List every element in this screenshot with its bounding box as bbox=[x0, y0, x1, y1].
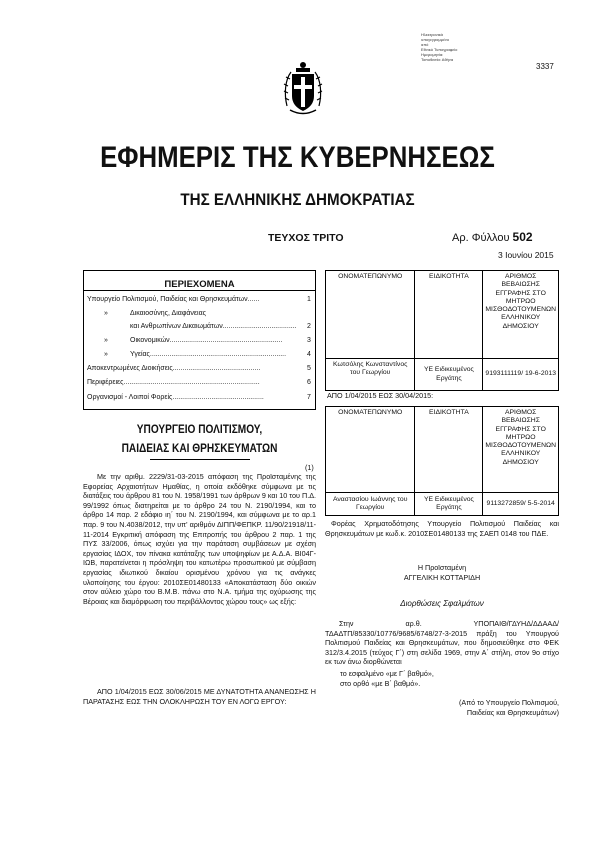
table-row bbox=[326, 359, 559, 391]
ministry-line: ΠΑΙΔΕΙΑΣ ΚΑΙ ΘΡΗΣΚΕΥΜΑΤΩΝ bbox=[121, 443, 278, 455]
toc-item-label: Οργανισμοί - Λοιποί Φορείς............................................... bbox=[87, 394, 264, 401]
table-cell: 9113272859/ 5-5-2014 bbox=[483, 493, 559, 516]
toc-page: 7 bbox=[307, 394, 311, 401]
source-line: (Από το Υπουργείο Πολιτισμού, bbox=[459, 698, 559, 707]
correction-body: Στην αρ.θ. ΥΠΟΠΑΙΘ/ΓΔΥΗΔ/ΔΔΑΑΔ/ΤΔΑΔΤΠ/85330/10776/9685/6748/27-3-2015 πράξη του Υπουργού Πολιτισμού Παιδείας και Θρησκευμάτων, που δημοσιεύθηκε στο ΦΕΚ 312/3.4.2015 (τεύχος Γ΄) στη σελίδα 1969, στην Α΄ στήλη, στον 9ο στίχο εκ των άνω διορθώνεται bbox=[325, 619, 559, 667]
greek-coat-of-arms-icon bbox=[282, 60, 324, 118]
stamp-line: Ημερομηνία: bbox=[421, 52, 444, 57]
stamp-line: Τοποθεσία: Αθήνα bbox=[421, 57, 454, 62]
table-cell: ΥΕ Ειδικευμένος Εργάτης bbox=[415, 493, 483, 516]
contents-list bbox=[84, 292, 315, 410]
toc-item bbox=[87, 295, 307, 304]
toc-item-label: Υπουργείο Πολιτισμού, Παιδείας και Θρησκευμάτων...... bbox=[87, 296, 260, 303]
signature-role: Η Προϊσταμένη bbox=[417, 563, 467, 572]
ministry-heading bbox=[97, 421, 302, 459]
divider bbox=[83, 290, 316, 291]
signature-name: ΑΓΓΕΛΙΚΗ ΚΟΤΤΑΡΙΔΗ bbox=[403, 573, 481, 582]
correction-wrong: το εσφαλμένο «με Γ΄ βαθμό», bbox=[340, 669, 434, 678]
funding-text: Φορέας Χρηματοδότησης Υπουργείο Πολιτισμού Παιδείας και Θρησκευμάτων με κωδ.κ. 2010ΣΕ01480133 της ΣΑΕΠ 0148 του ΠΔΕ. bbox=[325, 519, 559, 538]
stamp-line: Ηλεκτρονικά bbox=[421, 32, 443, 37]
toc-dash: » bbox=[104, 310, 108, 317]
gazette-title: ΕΦΗΜΕΡΙΣ ΤΗΣ ΚΥΒΕΡΝΗΣΕΩΣ bbox=[100, 141, 495, 174]
correction-heading: Διορθώσεις Σφαλμάτων bbox=[400, 599, 484, 608]
toc-page: 5 bbox=[307, 365, 311, 372]
stamp-line: από bbox=[421, 42, 429, 47]
sheet-label: Αρ. Φύλλου bbox=[452, 232, 510, 244]
toc-item-label: Δικαιοσύνης, Διαφάνειας bbox=[130, 310, 207, 317]
table-cell: ΥΕ Ειδικευμένος Εργάτης bbox=[415, 359, 483, 391]
table-header-row bbox=[326, 271, 559, 359]
gazette-subtitle: ΤΗΣ ΕΛΛΗΝΙΚΗΣ ΔΗΜΟΚΡΑΤΙΑΣ bbox=[180, 191, 415, 209]
table-header: ΟΝΟΜΑΤΕΠΩΝΥΜΟ bbox=[326, 271, 415, 359]
contents-heading: ΠΕΡΙΕΧΟΜΕΝΑ bbox=[164, 279, 235, 290]
toc-page: 6 bbox=[307, 379, 311, 386]
source-line: Παιδείας και Θρησκευμάτων) bbox=[466, 708, 559, 717]
table-header: ΟΝΟΜΑΤΕΠΩΝΥΜΟ bbox=[326, 407, 415, 493]
toc-item-label: Οικονομικών.......................................................... bbox=[130, 337, 283, 344]
stamp-line: υπογεγραμμένο bbox=[421, 37, 450, 42]
table-header: ΕΙΔΙΚΟΤΗΤΑ bbox=[415, 407, 483, 493]
staff-table-1 bbox=[325, 270, 559, 391]
table-header-row bbox=[326, 407, 559, 493]
stamp-line: Εθνικό Τυπογραφείο bbox=[421, 47, 458, 52]
toc-page: 1 bbox=[307, 296, 311, 303]
decision-body: Με την αριθμ. 2229/31-03-2015 απόφαση της Προϊσταμένης της Εφορείας Αρχαιοτήτων Ημαθίας, η οποία εκδόθηκε σύμφωνα με τις διατάξεις του άρθρου 81 του Ν. 1958/1991 των άρθρων 9 και 10 του Π.Δ. 99/1992 όπως διατηρείται με το άρθρο 24 του Ν. 2190/1994, και το άρθρο 14 παρ. 2 εδάφιο ιη΄ του Ν. 2190/1994, και σύμφωνα με το αρ.1 παρ. 9 του Ν.4038/2012, την υπ' αριθμόν ΔΙΠΠ/ΦΕΠΚΡ. 11/90/21918/11-11-2014 Εγκριτική απόφαση της Επιτροπής του άρθρου 2 παρ. 1 της ΠΥΣ 33/2006, όπως ισχύει για την παράταση συμβάσεων με σχέση εργασίας ΙΔΟΧ, τον πίνακα κατάταξης των υποψηφίων με Α.Δ.Α. ΒΙ04Γ-ΙΩΒ, παρατείνεται η πρόσληψη του κατωτέρω προσωπικού με σύμβαση εργασίας ιδιωτικού δικαίου ορισμένου χρόνου για τις ανάγκες υλοποίησης του έργου: 2010ΣΕ01480133 «Αποκατάσταση δύο οικιών στον αύλειο χώρο του Β.Μ.Β. πάνω στο Ν.Α. τμήμα της οχύρωσης της Βέροιας και διαμόρφωση του περιβάλλοντος χώρου τους» ως εξής: bbox=[83, 472, 316, 606]
period-label: ΑΠΟ 1/04/2015 ΕΩΣ 30/04/2015: bbox=[327, 391, 434, 400]
correction-right: στο ορθό «με Β΄ βαθμό». bbox=[340, 679, 421, 688]
sheet-number-value: 502 bbox=[512, 230, 533, 244]
toc-dash: » bbox=[104, 351, 108, 358]
ministry-line: ΥΠΟΥΡΓΕΙΟ ΠΟΛΙΤΙΣΜΟΥ, bbox=[136, 424, 263, 436]
toc-item-label: Αποκεντρωμένες Διοικήσεις............................................. bbox=[87, 365, 261, 372]
table-header: ΕΙΔΙΚΟΤΗΤΑ bbox=[415, 271, 483, 359]
issue-label: ΤΕΥΧΟΣ ΤΡΙΤΟ bbox=[268, 232, 344, 244]
decision-number: (1) bbox=[305, 463, 314, 472]
table-header: ΑΡΙΘΜΟΣ ΒΕΒΑΙΩΣΗΣ ΕΓΓΡΑΦΗΣ ΣΤΟ ΜΗΤΡΩΟ ΜΙΣΘΟΔΟΤΟΥΜΕΝΩΝ ΕΛΛΗΝΙΚΟΥ ΔΗΜΟΣΙΟΥ bbox=[483, 407, 559, 493]
table-cell: Αναστασίου Ιωάννης του Γεωργίου bbox=[326, 493, 415, 516]
table-row bbox=[326, 493, 559, 516]
toc-page: 3 bbox=[307, 337, 311, 344]
divider bbox=[150, 459, 250, 460]
toc-dash: » bbox=[104, 337, 108, 344]
decision-period: ΑΠΟ 1/04/2015 ΕΩΣ 30/06/2015 ΜΕ ΔΥΝΑΤΟΤΗΤΑ ΑΝΑΝΕΩΣΗΣ Η ΠΑΡΑΤΑΣΗΣ ΕΩΣ ΤΗΝ ΟΛΟΚΛΗΡΩΣΗ ΤΟΥ ΕΝ ΛΟΓΩ ΕΡΓΟΥ: bbox=[83, 687, 316, 706]
issue-date: 3 Ιουνίου 2015 bbox=[498, 250, 554, 260]
toc-item-label: και Ανθρωπίνων Δικαιωμάτων...................................... bbox=[130, 323, 297, 330]
table-header: ΑΡΙΘΜΟΣ ΒΕΒΑΙΩΣΗΣ ΕΓΓΡΑΦΗΣ ΣΤΟ ΜΗΤΡΩΟ ΜΙΣΘΟΔΟΤΟΥΜΕΝΩΝ ΕΛΛΗΝΙΚΟΥ ΔΗΜΟΣΙΟΥ bbox=[483, 271, 559, 359]
toc-page: 4 bbox=[307, 351, 311, 358]
toc-item-label: Περιφέρειες...................................................................... bbox=[87, 379, 260, 386]
table-cell: Κωτσόλης Κωνσταντίνος του Γεωργίου bbox=[326, 359, 415, 391]
sheet-number bbox=[452, 230, 533, 244]
staff-table-2 bbox=[325, 406, 559, 516]
toc-page: 2 bbox=[307, 323, 311, 330]
table-cell: 9193111119/ 19-6-2013 bbox=[483, 359, 559, 391]
page-number: 3337 bbox=[536, 62, 554, 71]
digital-signature-stamp bbox=[421, 32, 481, 62]
toc-item-label: Υγείας...................................................................... bbox=[130, 351, 287, 358]
